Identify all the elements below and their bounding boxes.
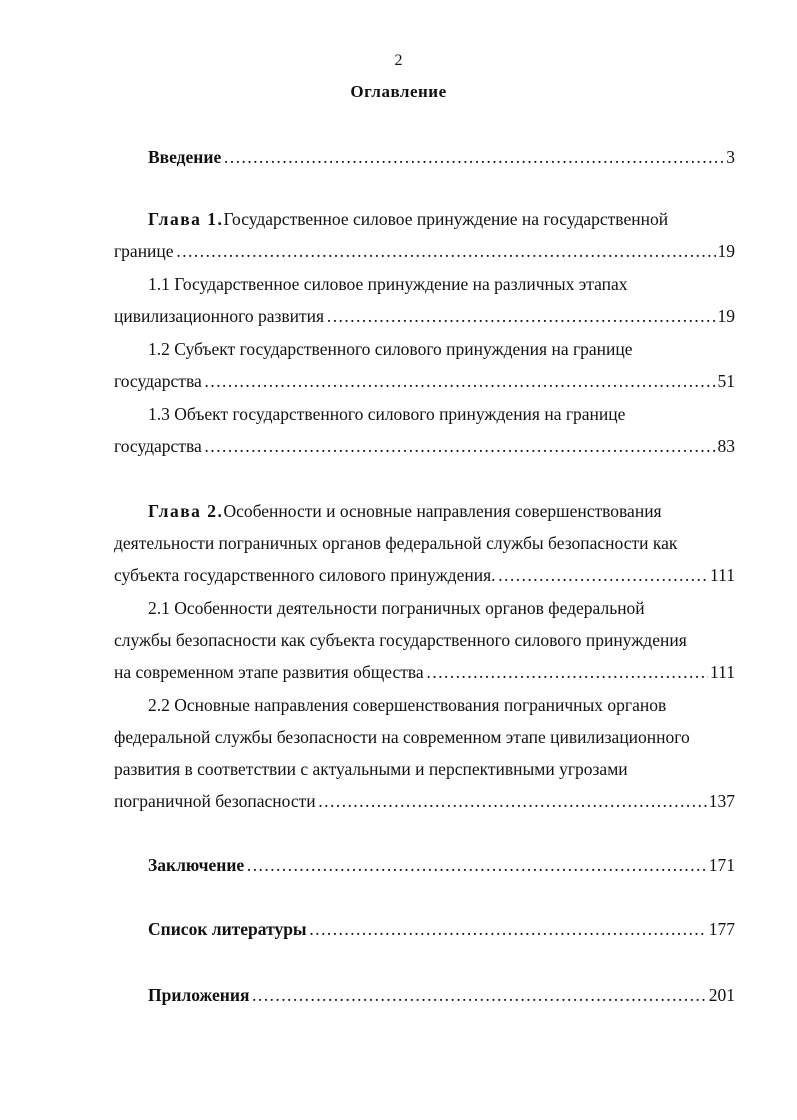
- toc-section-1-2-page: 51: [717, 371, 735, 391]
- toc-section-1-2-text: 1.2 Субъект государственного силового принуждения на границе: [148, 339, 633, 359]
- toc-appendices[interactable]: [114, 979, 735, 1011]
- toc-chapter-2-page: 111: [710, 565, 735, 585]
- leader-dots: [246, 849, 707, 881]
- leader-dots: [318, 785, 707, 817]
- toc-references-page: 177: [708, 919, 735, 939]
- leader-dots: [251, 979, 706, 1011]
- toc-section-1-3[interactable]: [114, 398, 735, 462]
- toc-intro[interactable]: [114, 141, 735, 173]
- toc-section-2-2-text3: развития в соответствии с актуальными и перспективными угрозами: [114, 759, 628, 779]
- toc-section-1-1-text2: цивилизационного развития: [114, 306, 325, 326]
- leader-dots: [204, 430, 716, 462]
- toc-section-1-1-page: 19: [717, 306, 735, 326]
- toc-section-2-1-page: 111: [710, 662, 735, 682]
- toc-references[interactable]: [114, 913, 735, 945]
- toc-references-label: Список литературы: [148, 919, 307, 939]
- toc-section-2-2[interactable]: [114, 689, 735, 817]
- toc-chapter-1-text: Государственное силовое принуждение на государственной: [223, 209, 669, 229]
- toc-chapter-1-page: 19: [717, 241, 735, 261]
- toc-appendices-label: Приложения: [148, 985, 250, 1005]
- toc-section-1-2-text2: государства: [114, 371, 202, 391]
- toc-section-1-1[interactable]: [114, 268, 735, 332]
- toc-chapter-1-text2: границе: [114, 241, 174, 261]
- toc-chapter-2[interactable]: [114, 495, 735, 591]
- toc-section-1-3-text2: государства: [114, 436, 202, 456]
- toc-chapter-1-label: Глава 1.: [148, 209, 224, 229]
- toc-chapter-2-label: Глава 2.: [148, 501, 224, 521]
- toc-intro-label: Введение: [148, 147, 222, 167]
- toc-chapter-1-line1: [114, 203, 735, 235]
- leader-dots: [498, 559, 709, 591]
- toc-chapter-1[interactable]: [114, 203, 735, 267]
- page-number: 2: [394, 52, 403, 69]
- toc-section-2-2-text: 2.2 Основные направления совершенствования пограничных органов: [148, 695, 667, 715]
- toc-conclusion-page: 171: [708, 855, 735, 875]
- toc-appendices-page: 201: [708, 985, 735, 1005]
- toc-section-1-3-text: 1.3 Объект государственного силового принуждения на границе: [148, 404, 626, 424]
- toc-section-2-1-text3: на современном этапе развития общества: [114, 662, 424, 682]
- toc-section-2-1-text2: службы безопасности как субъекта государственного силового принуждения: [114, 630, 687, 650]
- toc-section-2-1[interactable]: [114, 592, 735, 688]
- toc-section-2-1-text: 2.1 Особенности деятельности пограничных органов федеральной: [148, 598, 645, 618]
- toc-section-1-3-page: 83: [717, 436, 735, 456]
- toc-section-2-2-page: 137: [708, 791, 735, 811]
- toc-chapter-2-text2: деятельности пограничных органов федеральной службы безопасности как: [114, 533, 678, 553]
- toc-section-1-2[interactable]: [114, 333, 735, 397]
- toc-section-2-2-text2: федеральной службы безопасности на современном этапе цивилизационного: [114, 727, 690, 747]
- leader-dots: [309, 913, 707, 945]
- toc-conclusion-label: Заключение: [148, 855, 245, 875]
- toc-chapter-2-text3: субъекта государственного силового принуждения.: [114, 565, 496, 585]
- leader-dots: [204, 365, 716, 397]
- page-title: Оглавление: [350, 82, 447, 101]
- leader-dots: [426, 656, 708, 688]
- toc-chapter-2-text: Особенности и основные направления совершенствования: [223, 501, 662, 521]
- toc-chapter-2-line1: [114, 495, 735, 527]
- toc-section-2-2-text4: пограничной безопасности: [114, 791, 316, 811]
- leader-dots: [223, 141, 724, 173]
- leader-dots: [176, 235, 716, 267]
- toc-intro-page: 3: [726, 147, 735, 167]
- toc-conclusion[interactable]: [114, 849, 735, 881]
- leader-dots: [326, 300, 715, 332]
- toc-section-1-1-text: 1.1 Государственное силовое принуждение на различных этапах: [148, 274, 628, 294]
